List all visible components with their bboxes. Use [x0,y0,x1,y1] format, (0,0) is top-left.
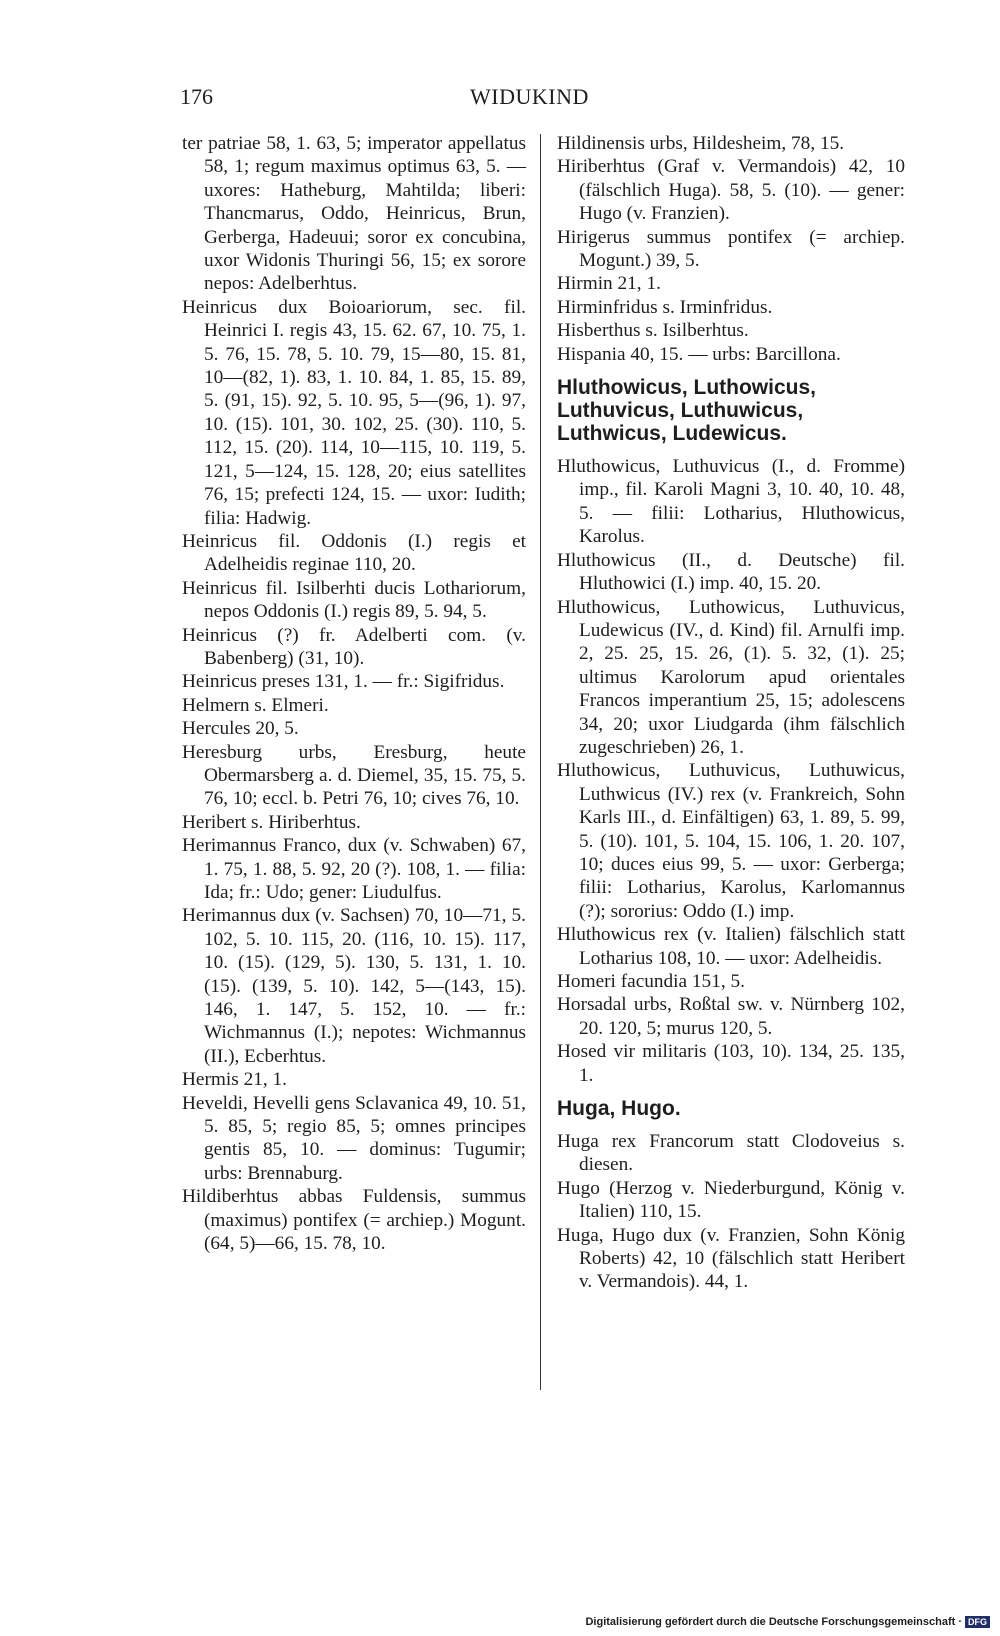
index-entry: Hluthowicus rex (v. Italien) fälschlich statt Lotharius 108, 10. — uxor: Adelheidis. [557,924,905,969]
index-entry: Hispania 40, 15. — urbs: Barcillona. [557,343,841,365]
index-entry: Herimannus Franco, dux (v. Schwaben) 67, 1. 75, 1. 88, 5. 92, 20 (?). 108, 1. — filia: Ida; fr.: Udo; gener: Liudulfus. [182,835,526,903]
dfg-logo: DFG [965,1616,990,1628]
index-entry: Homeri facundia 151, 5. [557,971,745,992]
digitization-credit [585,1616,990,1628]
index-entry: Helmern s. Elmeri. [182,694,329,716]
index-entry: Hildinensis urbs, Hildesheim, 78, 15. [557,133,845,154]
index-entry: Hercules 20, 5. [182,718,299,740]
index-entry: Herimannus dux (v. Sachsen) 70, 10—71, 5. 102, 5. 10. 115, 20. (116, 10. 15). 117, 10. (15). (129, 5). 130, 5. 131, 1. 10. (15). (139, 5. 10). 142, 5—(143, 15). 146, 1. 147, 5. 152, 10. — fr.: Wichmannus (I.); nepotes: Wichmannus (II.), Ecberhtus. [182,905,526,1067]
page-header [180,84,910,114]
index-entry: Heinricus fil. Isilberhti ducis Lothariorum, nepos Oddonis (I.) regis 89, 5. 94, 5. [182,577,526,623]
index-entry: Huga rex Francorum statt Clodoveius s. diesen. [557,1131,905,1176]
section-heading: Huga, Hugo. [557,1097,681,1121]
index-entry: Hirmin 21, 1. [557,273,661,295]
index-entry: Hugo (Herzog v. Niederburgund, König v. Italien) 110, 15. [557,1177,905,1223]
index-entry: ter patriae 58, 1. 63, 5; imperator appellatus 58, 1; regum maximus optimus 63, 5. — uxores: Hatheburg, Mahtilda; liberi: Thancmarus, Oddo, Heinricus, Brun, Gerberga, Hadeuui; soror ex concubina, uxor Widonis Thuringi 56, 15; ex sorore nepos: Adelberhtus. [182,133,526,295]
index-entry: Hirigerus summus pontifex (= archiep. Mogunt.) 39, 5. [557,226,905,272]
index-entry: Heinricus fil. Oddonis (I.) regis et Adelheidis reginae 110, 20. [182,530,526,576]
left-column [182,132,526,1256]
index-entry: Horsadal urbs, Roßtal sw. v. Nürnberg 102, 20. 120, 5; murus 120, 5. [557,994,905,1039]
index-entry: Huga, Hugo dux (v. Franzien, Sohn König Roberts) 42, 10 (fälschlich statt Heribert v. Vermandois). 44, 1. [557,1224,905,1293]
index-entry: Hosed vir militaris (103, 10). 134, 25. 135, 1. [557,1041,905,1086]
index-entry: Heinricus dux Boioariorum, sec. fil. Heinrici I. regis 43, 15. 62. 67, 10. 75, 1. 5. 76, 15. 78, 5. 10. 79, 15—80, 15. 81, 10—(82, 1). 83, 1. 10. 84, 1. 85, 15. 89, 5. (91, 15). 92, 5. 10. 95, 5—(96, 1). 97, 10. (15). 101, 30. 102, 25. (30). 110, 5. 112, 15. (20). 114, 10—115, 10. 119, 5. 121, 5—124, 15. 128, 20; eius satellites 76, 15; prefecti 124, 15. — uxor: Iudith; filia: Hadwig. [182,296,526,529]
index-entry: Hermis 21, 1. [182,1069,287,1091]
running-title: WIDUKIND [470,84,589,109]
index-entry: Hluthowicus, Luthowicus, Luthuvicus, Ludewicus (IV., d. Kind) fil. Arnulfi imp. 2, 25. 25, 15. 26, (1). 5. 32, (1). 25; ultimus Karolorum apud orientales Francos imperantium 25, 15; adolescens 34, 20; uxor Liudgarda (ihm fälschlich zugeschrieben) 26, 1. [557,596,905,758]
index-entry: Hiriberhtus (Graf v. Vermandois) 42, 10 (fälschlich Huga). 58, 5. (10). — gener: Hugo (v. Franzien). [557,156,905,225]
column-divider [540,134,541,1390]
index-entry: Hirminfridus s. Irminfridus. [557,296,773,318]
right-column [557,132,905,1294]
index-entry: Hildiberhtus abbas Fuldensis, summus (maximus) pontifex (= archiep.) Mogunt. (64, 5)—66, 15. 78, 10. [182,1186,526,1255]
index-entry: Heinricus (?) fr. Adelberti com. (v. Babenberg) (31, 10). [182,624,526,669]
page-number: 176 [180,84,213,109]
index-entry: Heveldi, Hevelli gens Sclavanica 49, 10. 51, 5. 85, 5; regio 85, 5; omnes principes gentis 85, 10. — dominus: Tugumir; urbs: Brennaburg. [182,1092,526,1184]
index-entry: Hluthowicus, Luthuvicus (I., d. Fromme) imp., fil. Karoli Magni 3, 10. 40, 10. 48, 5. — filii: Lotharius, Hluthowicus, Karolus. [557,456,905,548]
index-entry: Hisberthus s. Isilberhtus. [557,320,749,342]
index-entry: Hluthowicus (II., d. Deutsche) fil. Hluthowici (I.) imp. 40, 15. 20. [557,549,905,595]
index-entry: Heribert s. Hiriberhtus. [182,811,361,833]
section-heading: Hluthowicus, Luthowicus, Luthuvicus, Luthuwicus, Luthwicus, Ludewicus. [557,376,816,446]
index-entry: Hluthowicus, Luthuvicus, Luthuwicus, Luthwicus (IV.) rex (v. Frankreich, Sohn Karls III., d. Einfältigen) 63, 1. 89, 5. 99, 5. (10). 101, 5. 104, 15. 106, 1. 20. 107, 10; duces eius 99, 5. — uxor: Gerberga; filii: Lotharius, Karolus, Karlomannus (?); sororius: Oddo (I.) imp. [557,760,905,922]
index-entry: Heinricus preses 131, 1. — fr.: Sigifridus. [182,671,505,693]
credit-text: Digitalisierung gefördert durch die Deutsche Forschungsgemeinschaft · [585,1616,962,1628]
index-entry: Heresburg urbs, Eresburg, heute Obermarsberg a. d. Diemel, 35, 15. 75, 5. 76, 10; eccl. b. Petri 76, 10; cives 76, 10. [182,741,526,810]
